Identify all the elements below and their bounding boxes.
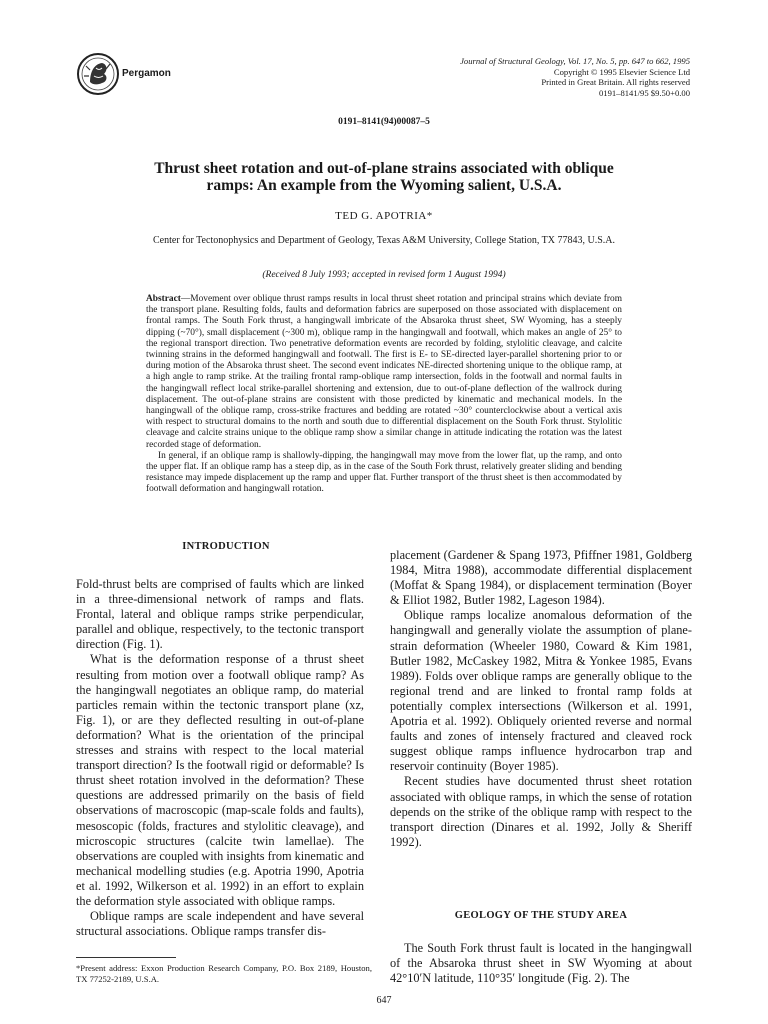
received-dates: (Received 8 July 1993; accepted in revised form 1 August 1994) [262, 270, 506, 280]
journal-citation: Journal of Structural Geology, Vol. 17, No. 5, pp. 647 to 662, 1995 [460, 56, 690, 66]
left-column [76, 577, 364, 939]
right-column [390, 548, 692, 850]
abstract [146, 294, 622, 496]
abstract-paragraph-1: Abstract—Movement over oblique thrust ramps results in local thrust sheet rotation and principal strains which deviate from the transport plane. Resulting folds, faults and deformation fabrics are superposed on those associated with displacement on frontal ramps. The South Fork thrust, a hangingwall imbricate of the Absaroka thrust sheet, SW Wyoming, has a steeply dipping (~70°), small displacement (~300 m), oblique ramp in the hangingwall and footwall, which makes an angle of 25° to the regional transport direction. Two penetrative deformation events are recorded by folding, stylolitic cleavage, and calcite twinning strains in the deformed hangingwall and footwall. The first is E- to SE-directed layer-parallel shortening prior to or during motion of the Absaroka thrust sheet. The second event indicates NE-directed shortening unique to the oblique ramp, at a high angle to ramp strike. At the trailing frontal ramp-oblique ramp intersection, folds in the footwall and normal faults in the hangingwall reflect local strike-parallel shortening and extension, due to out-of-plane deflection of the wallrock during displacement. The out-of-plane strains are consistent with those predicted by kinematic and mechanical models. In the hangingwall of the oblique ramp, cross-strike fractures and bedding are rotated ~30° counterclockwise about a vertical axis with respect to structural domains to the north and south due to differential displacement on the South Fork thrust. Stylolitic cleavage and calcite strains unique to the oblique ramp show a similar change in attitude indicating the rotation was the latest recorded stage of deformation. [146, 294, 622, 450]
intro-paragraph-3: Oblique ramps are scale independent and have several structural associations. Oblique ramps transfer dis- [76, 909, 364, 939]
issn-line: 0191–8141/95 $9.50+0.00 [598, 87, 690, 98]
introduction-heading: INTRODUCTION [182, 541, 270, 552]
copyright-line: Copyright © 1995 Elsevier Science Ltd [553, 66, 690, 77]
author-name: TED G. APOTRIA* [335, 210, 433, 222]
publisher-name: Pergamon [122, 68, 171, 79]
publisher-logo-icon [76, 52, 120, 96]
intro-paragraph-4: placement (Gardener & Spang 1973, Pfiffner 1981, Goldberg 1984, Mitra 1988), accommodate differential displacement (Moffat & Spang 1984), or displacement termination (Boyer & Elliot 1982, Butler 1982, Lageson 1984). [390, 548, 692, 608]
author-footnote: *Present address: Exxon Production Research Company, P.O. Box 2189, Houston, TX 77252-2189, U.S.A. [76, 963, 372, 984]
intro-paragraph-1: Fold-thrust belts are comprised of faults which are linked in a three-dimensional network of ramps and flats. Frontal, lateral and oblique ramps strike perpendicular, parallel and oblique, respectively, to the tectonic transport direction (Fig. 1). [76, 577, 364, 652]
geology-section [390, 941, 692, 986]
paper-title: Thrust sheet rotation and out-of-plane strains associated with oblique ramps: An example from the Wyoming salient, U.S.A. [154, 160, 614, 194]
geology-heading: GEOLOGY OF THE STUDY AREA [454, 910, 628, 921]
printed-line: Printed in Great Britain. All rights reserved [541, 77, 690, 88]
page-number: 647 [376, 995, 392, 1006]
geology-paragraph-1: The South Fork thrust fault is located in the hangingwall of the Absaroka thrust sheet in SW Wyoming at about 42°10′N latitude, 110°35′ longitude (Fig. 2). The [390, 941, 692, 986]
author-affiliation: Center for Tectonophysics and Department of Geology, Texas A&M University, College Station, TX 77843, U.S.A. [153, 235, 615, 246]
article-code: 0191–8141(94)00087–5 [338, 117, 430, 127]
intro-paragraph-5: Oblique ramps localize anomalous deformation of the hangingwall and generally violate the assumption of plane-strain deformation (Wheeler 1980, Coward & Kim 1981, Butler 1982, McCaskey 1982, Mitra & Yonkee 1985, Evans 1989). Folds over oblique ramps are generally oblique to the regional trend and are linked to frontal ramp folds at potentially complex intersections (Wilkerson et al. 1991, Apotria et al. 1992). Obliquely oriented reverse and normal faults and zones of intensely fractured and cleaved rock suggest oblique ramps influence hydrocarbon trap and reservoir continuity (Boyer 1985). [390, 608, 692, 774]
intro-paragraph-6: Recent studies have documented thrust sheet rotation associated with oblique ramps, in which the sense of rotation depends on the strike of the oblique ramp with respect to the transport direction (Dinares et al. 1992, Jolly & Sheriff 1992). [390, 774, 692, 849]
abstract-paragraph-2: In general, if an oblique ramp is shallowly-dipping, the hangingwall may move from the lower flat, up the ramp, and onto the upper flat. If an oblique ramp has a steep dip, as in the case of the South Fork thrust, relatively greater sliding and bending resistance may impede displacement up the ramp and upper flat. Further transport of the thrust sheet is then accommodated by footwall deformation and hangingwall rotation. [146, 450, 622, 495]
abstract-label: Abstract [146, 294, 181, 304]
intro-paragraph-2: What is the deformation response of a thrust sheet resulting from motion over a footwall oblique ramp? As the hangingwall negotiates an oblique ramp, do material particles remain within the tectonic transport plane (xz, Fig. 1), or are they deflected resulting in out-of-plane deformation? What is the orientation of the principal stresses and strains with respect to the local material transport direction? Is the footwall rigid or deformable? Is thrust sheet rotation involved in the deformation? These questions are addressed primarily on the basis of field observations of macroscopic (map-scale folds and faults), mesoscopic (folds, fractures and stylolitic cleavage), and microscopic structures (calcite twin lamellae). The observations are coupled with insights from kinematic and mechanical modelling studies (e.g. Apotria 1990, Apotria et al. 1992, Wilkerson et al. 1992) in an effort to explain the deformation style associated with oblique ramps. [76, 652, 364, 908]
journal-info [360, 56, 690, 98]
footnote-divider [76, 957, 176, 958]
